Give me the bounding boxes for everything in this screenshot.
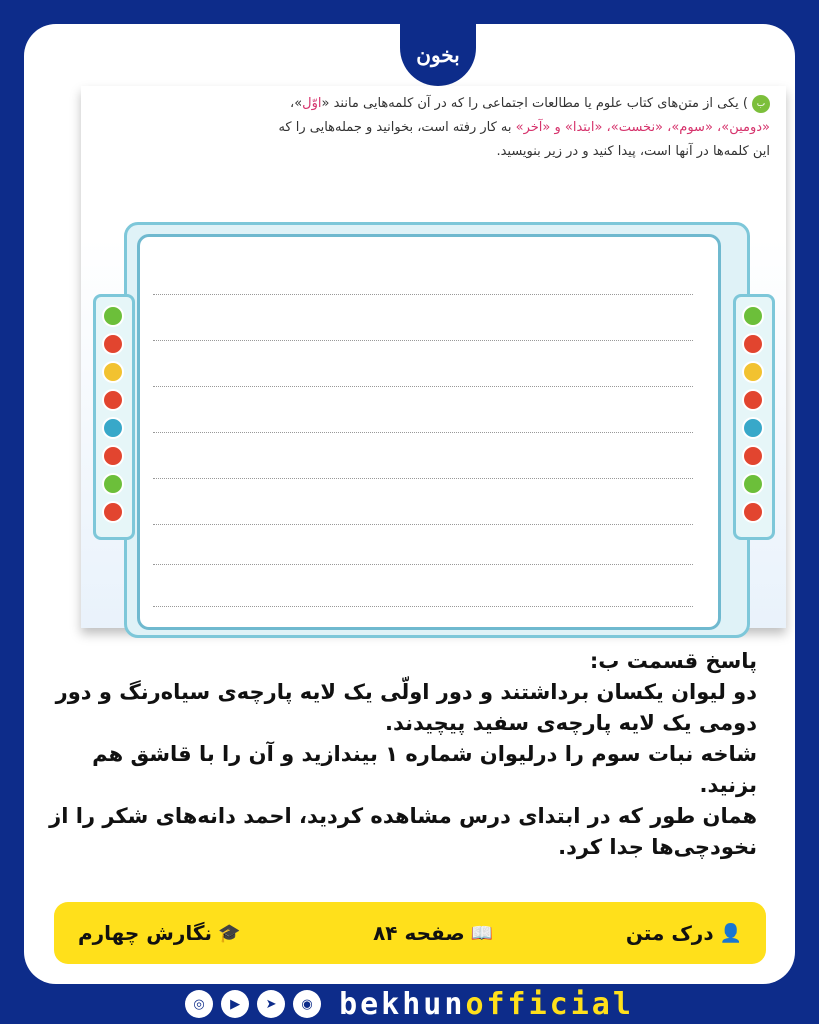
content-card — [24, 24, 795, 984]
book-info: 🎓 نگارش چهارم — [78, 921, 241, 945]
lesson-info: 👤 درک متن — [625, 921, 742, 945]
question-line-3: این کلمه‌ها در آنها است، پیدا کنید و در زیر بنویسید. — [496, 144, 770, 159]
youtube-icon[interactable]: ▶ — [221, 990, 249, 1018]
book-icon: 📖 — [470, 922, 494, 944]
logo-text: بخون — [416, 43, 460, 67]
instagram-icon[interactable]: ◉ — [293, 990, 321, 1018]
textbook-excerpt — [81, 86, 786, 628]
question-mark-icon: ب — [752, 95, 770, 113]
aparat-icon[interactable]: ◎ — [185, 990, 213, 1018]
question-line-2: «دومین»، «سوم»، «نخست»، «ابتدا» و «آخر» به کار رفته است، بخوانید و جمله‌هایی را که — [278, 120, 770, 135]
brand-handle[interactable]: bekhunofficial — [339, 986, 634, 1022]
person-icon: 👤 — [719, 922, 742, 944]
footer — [0, 984, 819, 1024]
answer-paragraph-2: شاخه نبات سوم را درلیوان شماره ۱ بیندازید و آن را با قاشق هم بزنید. — [92, 742, 757, 797]
flower-panel-right — [733, 294, 775, 540]
ruled-line — [153, 294, 693, 295]
flower-panel-left — [93, 294, 135, 540]
info-bar — [54, 902, 766, 964]
ruled-line — [153, 564, 693, 565]
answer-paragraph-1: دو لیوان یکسان برداشتند و دور اولّی یک لایه پارچه‌ی سیاه‌رنگ و دور دومی یک لایه پارچه‌ی سفید پیچیدند. — [55, 680, 757, 735]
answer-paragraph-3: همان طور که در ابتدای درس مشاهده کردید، احمد دانه‌های شکر را از نخودچی‌ها جدا کرد. — [49, 804, 757, 859]
answer-section — [37, 646, 757, 863]
logo-badge — [400, 24, 476, 86]
question-text — [100, 92, 770, 164]
ruled-line — [153, 340, 693, 341]
ruled-line — [153, 432, 693, 433]
telegram-icon[interactable]: ➤ — [257, 990, 285, 1018]
ruled-line — [153, 386, 693, 387]
ruled-line — [153, 524, 693, 525]
graduation-cap-icon: 🎓 — [218, 922, 241, 944]
question-line-1: ب) یکی از متن‌های کتاب علوم یا مطالعات اجتماعی را که در آن کلمه‌هایی مانند «اوّل»، — [100, 92, 770, 116]
ruled-line — [153, 606, 693, 607]
page-info: 📖 صفحه ۸۴ — [373, 921, 494, 945]
answer-heading: پاسخ قسمت ب: — [589, 649, 757, 673]
ruled-line — [153, 478, 693, 479]
